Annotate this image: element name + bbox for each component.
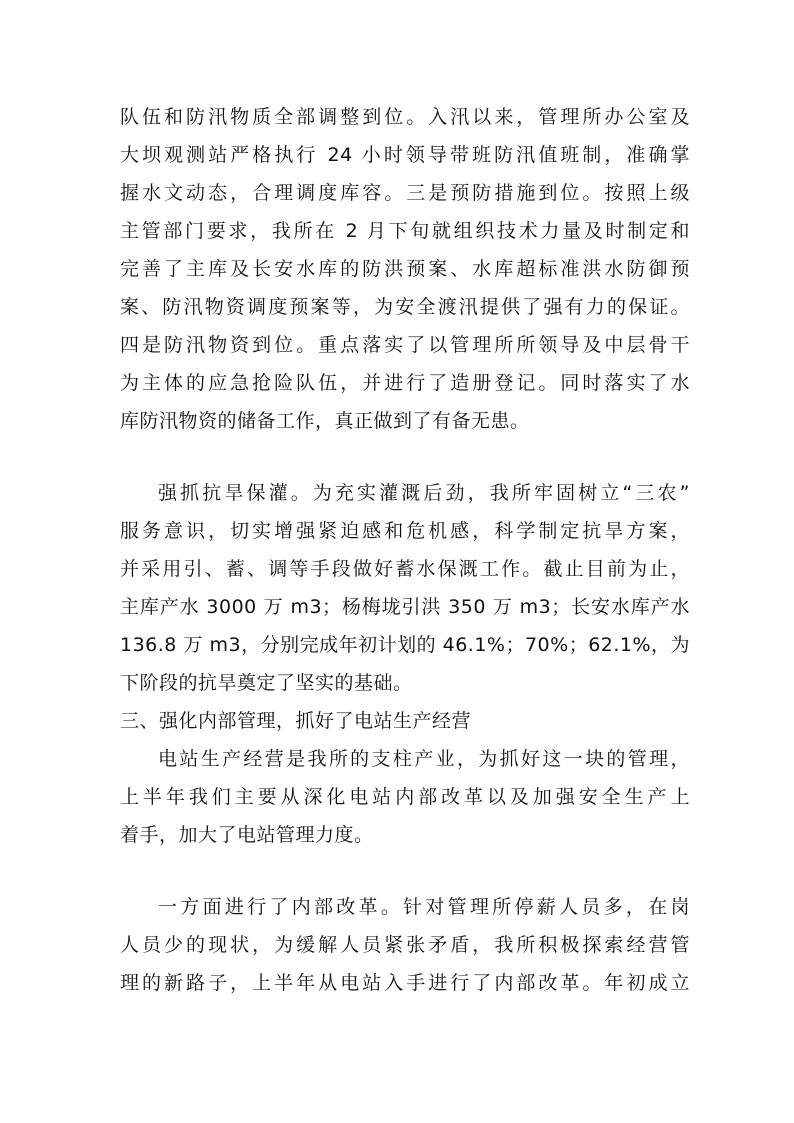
para1-line-4: 主管部门要求，我所在 2 月下旬就组织技术力量及时制定和	[120, 220, 690, 242]
para2-line-2: 服务意识，切实增强紧迫感和危机感，科学制定抗旱方案，	[120, 520, 690, 542]
para1-line-9: 库防汛物资的储备工作，真正做到了有备无患。	[120, 410, 530, 432]
para1-line-5: 完善了主库及长安水库的防洪预案、水库超标准洪水防御预	[120, 258, 690, 280]
para3-line-3: 着手，加大了电站管理力度。	[120, 824, 374, 846]
para4-line-2: 人员少的现状，为缓解人员紧张矛盾，我所积极探索经营管	[120, 934, 690, 956]
para1-line-3: 握水文动态，合理调度库容。三是预防措施到位。按照上级	[120, 182, 690, 204]
para1-line-7: 四是防汛物资到位。重点落实了以管理所所领导及中层骨干	[120, 334, 690, 356]
para3-line-2: 上半年我们主要从深化电站内部改革以及加强安全生产上	[120, 786, 690, 808]
para4-line-1: 一方面进行了内部改革。针对管理所停薪人员多，在岗	[158, 896, 690, 918]
para2-line-1: 强抓抗旱保灌。为充实灌溉后劲，我所牢固树立“三农”	[158, 482, 690, 504]
para1-line-1: 队伍和防汛物质全部调整到位。入汛以来，管理所办公室及	[120, 106, 690, 128]
para3-line-1: 电站生产经营是我所的支柱产业，为抓好这一块的管理，	[158, 748, 690, 770]
para2-line-4: 主库产水 3000 万 m3；杨梅垅引洪 350 万 m3；长安水库产水	[120, 596, 690, 618]
para2-line-6: 下阶段的抗旱奠定了坚实的基础。	[120, 672, 413, 694]
para4-line-3: 理的新路子，上半年从电站入手进行了内部改革。年初成立	[120, 972, 690, 994]
para1-line-8: 为主体的应急抢险队伍，并进行了造册登记。同时落实了水	[120, 372, 690, 394]
para2-line-5: 136.8 万 m3，分别完成年初计划的 46.1%；70%；62.1%，为	[120, 634, 690, 656]
para1-line-6: 案、防汛物资调度预案等，为安全渡汛提供了强有力的保证。	[120, 296, 690, 318]
para2-line-3: 并采用引、蓄、调等手段做好蓄水保溉工作。截止目前为止，	[120, 558, 690, 580]
section-heading: 三、强化内部管理，抓好了电站生产经营	[120, 710, 472, 732]
para1-line-2: 大坝观测站严格执行 24 小时领导带班防汛值班制，准确掌	[120, 144, 690, 166]
